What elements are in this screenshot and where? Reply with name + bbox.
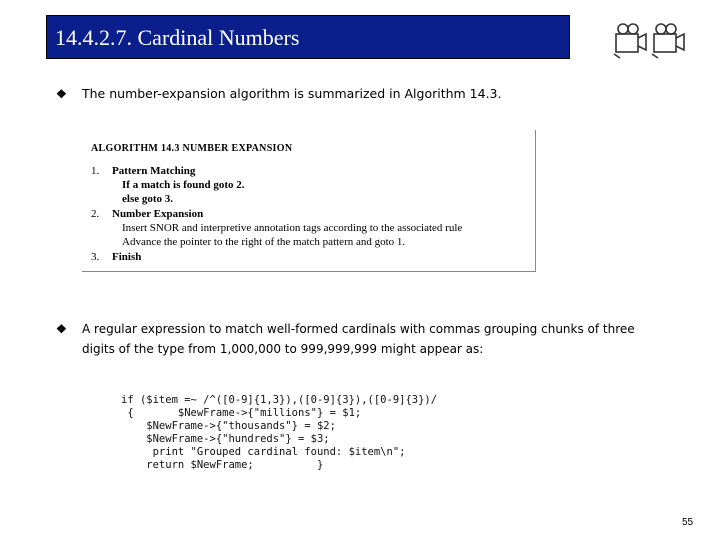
algorithm-step-3-title: Finish bbox=[112, 251, 142, 263]
code-line: if ($item =~ /^([0-9]{1,3}),([0-9]{3}),([0-9]{3})/ bbox=[121, 394, 438, 406]
algorithm-step-2-title: Number Expansion bbox=[112, 208, 204, 220]
regex-code-block bbox=[121, 394, 437, 472]
bullet-text-2-line-2: digits of the type from 1,000,000 to 999,999,999 might appear as: bbox=[82, 342, 484, 356]
algorithm-step-1-line-1: If a match is found goto 2. bbox=[122, 179, 245, 191]
code-line: print "Grouped cardinal found: $item\n"; bbox=[121, 446, 406, 458]
bullet-marker-2: ❖ bbox=[56, 322, 67, 336]
algorithm-step-2-line-2: Advance the pointer to the right of the match pattern and goto 1. bbox=[122, 236, 406, 248]
algorithm-title: ALGORITHM 14.3 NUMBER EXPANSION bbox=[91, 143, 293, 154]
code-line: $NewFrame->{"hundreds"} = $3; bbox=[121, 433, 330, 445]
algorithm-step-2-line-1: Insert SNOR and interpretive annotation tags according to the associated rule bbox=[122, 222, 463, 234]
bullet-marker-1: ❖ bbox=[56, 87, 67, 101]
page-number: 55 bbox=[682, 517, 694, 528]
algorithm-step-3-number: 3. bbox=[91, 251, 100, 263]
bullet-text-1: The number-expansion algorithm is summarized in Algorithm 14.3. bbox=[82, 86, 502, 101]
film-camera-logo-icon bbox=[612, 20, 692, 60]
algorithm-step-1-title: Pattern Matching bbox=[112, 165, 196, 177]
bullet-text-2-line-1: A regular expression to match well-formed cardinals with commas grouping chunks of three bbox=[82, 322, 635, 336]
code-line: { $NewFrame->{"millions"} = $1; bbox=[121, 407, 362, 419]
slide-title-bar bbox=[46, 15, 570, 59]
algorithm-step-1-line-2: else goto 3. bbox=[122, 193, 174, 205]
code-line: return $NewFrame; } bbox=[121, 459, 324, 471]
slide-title: 14.4.2.7. Cardinal Numbers bbox=[55, 25, 300, 50]
algorithm-step-1-number: 1. bbox=[91, 165, 100, 177]
algorithm-step-2-number: 2. bbox=[91, 208, 100, 220]
code-line: $NewFrame->{"thousands"} = $2; bbox=[121, 420, 336, 432]
